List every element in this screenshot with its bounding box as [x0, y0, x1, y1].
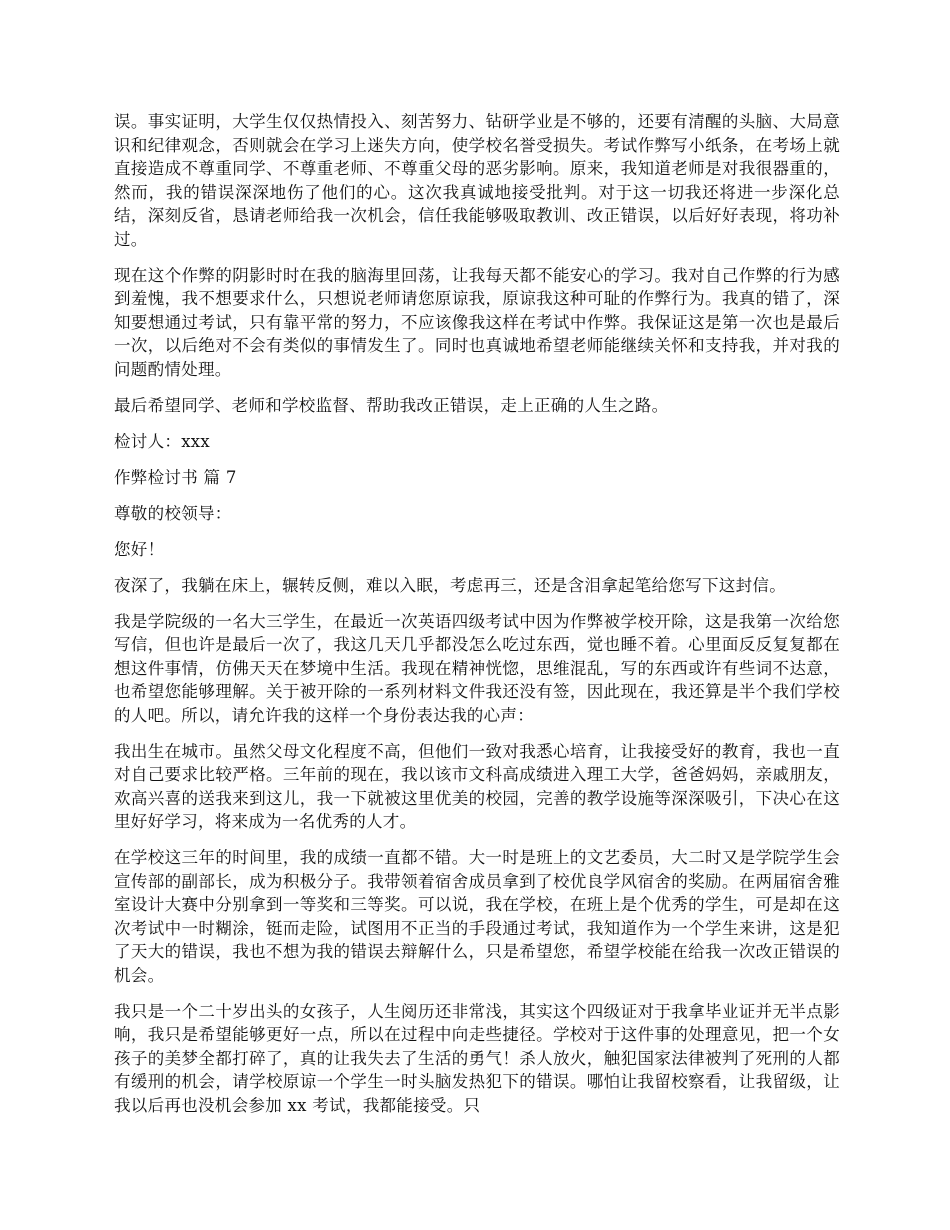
paragraph-achievements: 在学校这三年的时间里，我的成绩一直都不错。大一时是班上的文艺委员，大二时又是学院学生会宣传部的副部长，成为积极分子。我带领着宿舍成员拿到了校优良学风宿舍的奖励。在两届宿舍雅室设计大赛中分别拿到一等奖和三等奖。可以说，我在学校，在班上是个优秀的学生，可是却在这次考试中一时糊涂，铤而走险，试图用不正当的手段通过考试，我知道作为一个学生来讲，这是犯了天大的错误，我也不想为我的错误去辩解什么，只是希望您，希望学校能在给我一次改正错误的机会。	[114, 847, 840, 985]
paragraph-closing-hope: 最后希望同学、老师和学校监督、帮助我改正错误，走上正确的人生之路。	[114, 395, 669, 415]
section-title: 作弊检讨书 篇 7	[114, 467, 237, 487]
paragraph-reflection: 误。事实证明，大学生仅仅热情投入、刻苦努力、钻研学业是不够的，还要有清醒的头脑、大局意识和纪律观念，否则就会在学习上迷失方向，使学校名誉受损失。考试作弊写小纸条，在考场上就直接造成不尊重同学、不尊重老师、不尊重父母的恶劣影响。原来，我知道老师是对我很器重的，然而，我的错误深深地伤了他们的心。这次我真诚地接受批判。对于这一切我还将进一步深化总结，深刻反省，恳请老师给我一次机会，信任我能够吸取教训、改正错误，以后好好表现，将功补过。	[114, 112, 840, 249]
document-body	[114, 110, 840, 1129]
paragraph-night: 夜深了，我躺在床上，辗转反侧，难以入眠，考虑再三，还是含泪拿起笔给您写下这封信。	[114, 576, 786, 595]
paragraph-plea: 我只是一个二十岁出头的女孩子，人生阅历还非常浅，其实这个四级证对于我拿毕业证并无半点影响，我只是希望能够更好一点，所以在过程中向走些捷径。学校对于这件事的处理意见，把一个女孩子的美梦全都打碎了，真的让我失去了生活的勇气！杀人放火，触犯国家法律被判了死刑的人都有缓刑的机会，请学校原谅一个学生一时头脑发热犯下的错误。哪怕让我留校察看，让我留级，让我以后再也没机会参加 xx 考试，我都能接受。只	[114, 1001, 840, 1115]
paragraph-background: 我出生在城市。虽然父母文化程度不高，但他们一致对我悉心培育，让我接受好的教育，我也一直对自己要求比较严格。三年前的现在，我以该市文科高成绩进入理工大学，爸爸妈妈，亲戚朋友，欢高兴喜的送我来到这儿，我一下就被这里优美的校园，完善的教学设施等深深吸引，下决心在这里好好学习，将来成为一名优秀的人才。	[114, 741, 840, 832]
paragraph-introduction: 我是学院级的一名大三学生，在最近一次英语四级考试中因为作弊被学校开除，这是我第一次给您写信，但也许是最后一次了，我这几天几乎都没怎么吃过东西，觉也睡不着。心里面反反复复都在想这件事情，仿佛天天在梦境中生活。我现在精神恍惚，思维混乱，写的东西或许有些词不达意，也希望您能够理解。关于被开除的一系列材料文件我还没有签，因此现在，我还算是半个我们学校的人吧。所以，请允许我的这样一个身份表达我的心声：	[114, 611, 840, 725]
paragraph-shame: 现在这个作弊的阴影时时在我的脑海里回荡，让我每天都不能安心的学习。我对自己作弊的行为感到羞愧，我不想要求什么，只想说老师请您原谅我，原谅我这种可耻的作弊行为。我真的错了，深知要想通过考试，只有靠平常的努力，不应该像我这样在考试中作弊。我保证这是第一次也是最后一次，以后绝对不会有类似的事情发生了。同时也真诚地希望老师能继续关怀和支持我，并对我的问题酌情处理。	[114, 265, 840, 379]
greeting: 您好！	[114, 539, 165, 559]
signature-line: 检讨人：xxx	[114, 431, 211, 451]
salutation: 尊敬的校领导：	[114, 503, 232, 523]
